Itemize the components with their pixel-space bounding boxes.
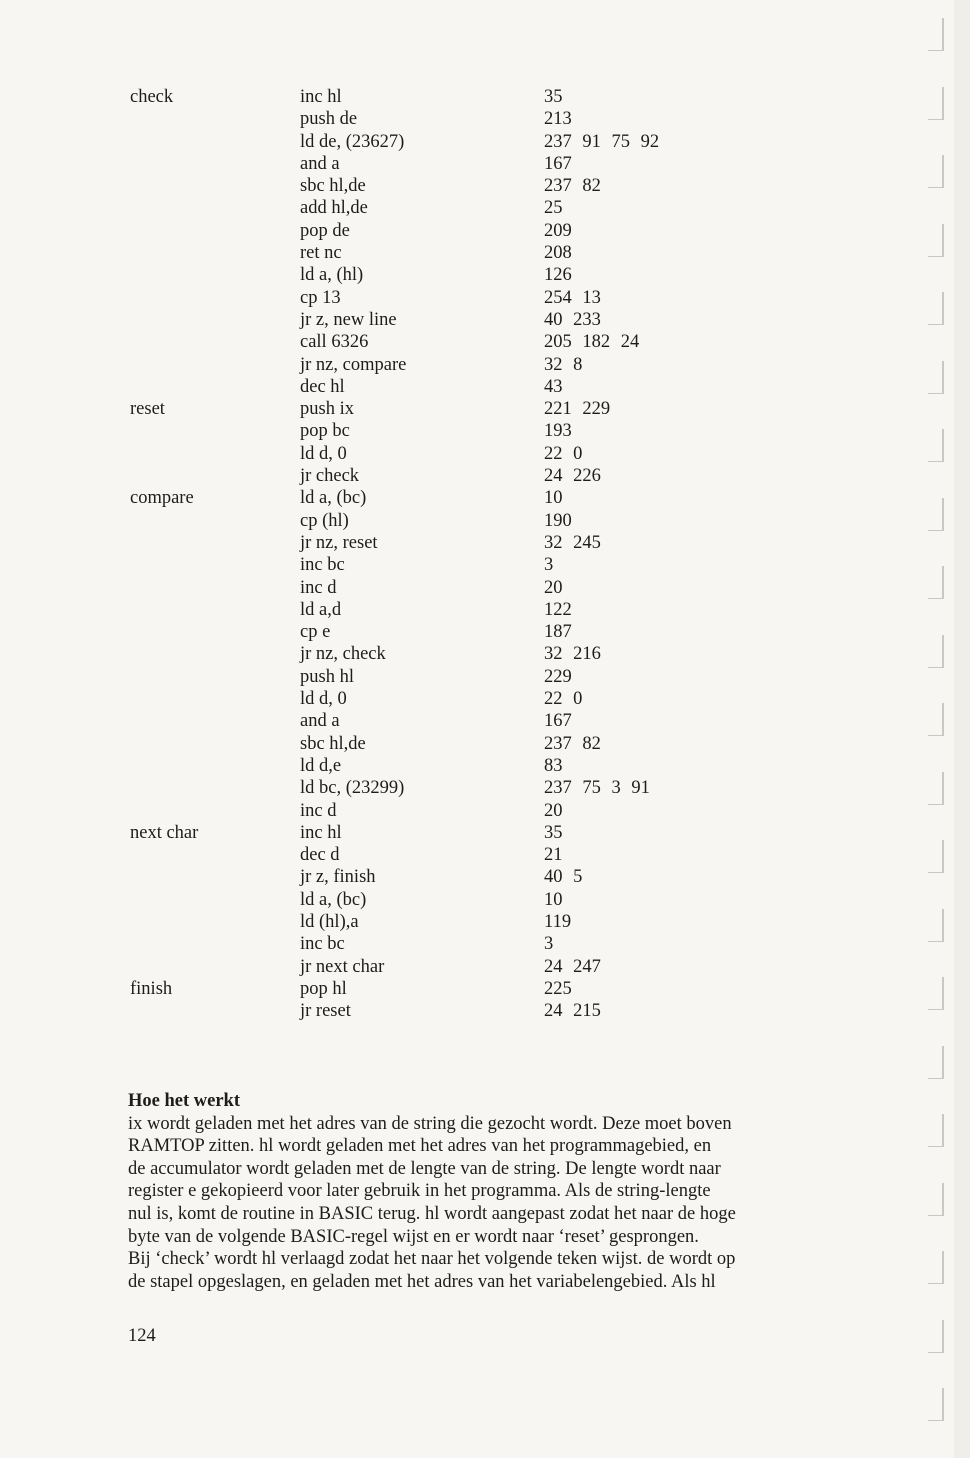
listing-row	[130, 643, 730, 665]
listing-instruction: inc hl	[300, 87, 342, 107]
listing-code: 237 82	[544, 733, 601, 754]
listing-code: 22 0	[544, 443, 583, 464]
listing-instruction: ld d, 0	[300, 689, 347, 710]
binder-tab	[928, 1251, 944, 1284]
listing-row	[130, 911, 730, 933]
listing-instruction: ld a,d	[300, 599, 342, 620]
listing-code: 190	[544, 510, 572, 531]
listing-row	[130, 688, 730, 710]
listing-row	[130, 755, 730, 777]
listing-instruction: jr nz, reset	[300, 532, 378, 553]
listing-code: 193	[544, 421, 572, 442]
listing-instruction: ld de, (23627)	[300, 131, 405, 152]
listing-row	[130, 465, 730, 487]
listing-instruction: inc bc	[300, 555, 345, 576]
listing-label: finish	[130, 978, 173, 999]
text-line: de accumulator wordt geladen met de lengte van de string. De lengte wordt naar	[128, 1158, 721, 1179]
binder-tab	[928, 703, 944, 736]
listing-row	[130, 309, 730, 331]
listing-code: 20	[544, 577, 563, 598]
listing-instruction: jr nz, check	[300, 644, 386, 665]
listing-code: 187	[544, 622, 572, 643]
listing-row	[130, 599, 730, 621]
listing-row	[130, 487, 730, 509]
listing-code: 20	[544, 800, 563, 821]
binder-tab	[928, 361, 944, 394]
listing-row	[130, 443, 730, 465]
listing-row	[130, 1000, 730, 1022]
listing-row	[130, 287, 730, 309]
listing-code: 21	[544, 845, 563, 866]
listing-code: 237 82	[544, 176, 601, 197]
listing-instruction: push ix	[300, 399, 354, 420]
listing-code: 32 245	[544, 532, 601, 553]
listing-instruction: pop bc	[300, 421, 350, 442]
section-heading: Hoe het werkt	[128, 1091, 240, 1111]
listing-code: 3	[544, 555, 554, 576]
listing-instruction: ld a, (bc)	[300, 488, 367, 509]
binder-tab	[928, 18, 944, 51]
listing-row	[130, 666, 730, 688]
listing-instruction: jr z, new line	[300, 309, 397, 330]
listing-code: 40 5	[544, 867, 583, 888]
listing-instruction: inc hl	[300, 822, 342, 843]
listing-instruction: sbc hl,de	[300, 733, 366, 754]
listing-row	[130, 822, 730, 844]
listing-code: 32 8	[544, 354, 583, 375]
listing-row	[130, 331, 730, 353]
listing-label: check	[130, 87, 174, 107]
binder-tab	[928, 566, 944, 599]
explanation-section	[128, 1090, 833, 1293]
listing-code: 213	[544, 109, 572, 130]
listing-instruction: ret nc	[300, 243, 342, 264]
listing-code: 237 75 3 91	[544, 778, 650, 799]
listing-instruction: inc d	[300, 800, 337, 821]
listing-row	[130, 510, 730, 532]
listing-instruction: dec d	[300, 845, 340, 866]
binder-tab	[928, 635, 944, 668]
listing-code: 40 233	[544, 309, 601, 330]
binder-tab	[928, 292, 944, 325]
text-line: nul is, komt de routine in BASIC terug. hl wordt aangepast zodat het naar de hoge	[128, 1203, 736, 1224]
binder-tab	[928, 1388, 944, 1421]
listing-code: 126	[544, 265, 572, 286]
binder-tab	[928, 1183, 944, 1216]
listing-code: 208	[544, 243, 572, 264]
text-line: byte van de volgende BASIC-regel wijst en er wordt naar ‘reset’ gesprongen.	[128, 1226, 699, 1247]
listing-row	[130, 197, 730, 219]
listing-row	[130, 777, 730, 799]
listing-instruction: and a	[300, 711, 340, 732]
binder-tab	[928, 155, 944, 188]
binder-tab	[928, 1114, 944, 1147]
page-number: 124	[128, 1326, 156, 1346]
listing-row	[130, 398, 730, 420]
listing-instruction: call 6326	[300, 332, 369, 353]
listing-row	[130, 844, 730, 866]
listing-instruction: ld (hl),a	[300, 911, 359, 932]
listing-code: 10	[544, 889, 563, 910]
binder-tab	[928, 87, 944, 120]
explanation-text	[128, 1113, 833, 1294]
binder-tab	[928, 840, 944, 873]
listing-code: 43	[544, 376, 563, 397]
listing-instruction: inc d	[300, 577, 337, 598]
listing-row	[130, 264, 730, 286]
listing-code: 3	[544, 934, 554, 955]
listing-code: 229	[544, 666, 572, 687]
listing-row	[130, 733, 730, 755]
assembly-listing	[130, 86, 730, 1022]
listing-code: 10	[544, 488, 563, 509]
listing-code: 24 226	[544, 466, 601, 487]
listing-code: 167	[544, 153, 572, 174]
listing-row	[130, 978, 730, 1000]
listing-instruction: push hl	[300, 666, 354, 687]
binder-tab	[928, 1320, 944, 1353]
listing-row	[130, 889, 730, 911]
listing-instruction: inc bc	[300, 934, 345, 955]
listing-row	[130, 577, 730, 599]
listing-code: 119	[544, 911, 572, 932]
listing-row	[130, 242, 730, 264]
binder-tab	[928, 429, 944, 462]
listing-row	[130, 108, 730, 130]
listing-code: 167	[544, 711, 572, 732]
listing-code: 24 247	[544, 956, 601, 977]
listing-instruction: pop hl	[300, 978, 347, 999]
listing-label: next char	[130, 822, 199, 843]
listing-instruction: dec hl	[300, 376, 345, 397]
binder-tabs	[928, 0, 970, 1458]
listing-instruction: cp (hl)	[300, 510, 349, 531]
listing-instruction: jr nz, compare	[300, 354, 407, 375]
listing-row	[130, 220, 730, 242]
listing-code: 209	[544, 220, 572, 241]
listing-instruction: ld a, (hl)	[300, 265, 364, 286]
listing-instruction: pop de	[300, 220, 350, 241]
listing-row	[130, 554, 730, 576]
listing-row	[130, 956, 730, 978]
listing-instruction: add hl,de	[300, 198, 368, 219]
listing-code: 122	[544, 599, 572, 620]
listing-row	[130, 710, 730, 732]
listing-row	[130, 376, 730, 398]
text-line: ix wordt geladen met het adres van de string die gezocht wordt. Deze moet boven	[128, 1113, 732, 1134]
binder-tab	[928, 772, 944, 805]
listing-row	[130, 175, 730, 197]
listing-row	[130, 532, 730, 554]
listing-code: 237 91 75 92	[544, 131, 660, 152]
listing-code: 32 216	[544, 644, 601, 665]
binder-tab	[928, 224, 944, 257]
binder-tab	[928, 1046, 944, 1079]
listing-instruction: ld bc, (23299)	[300, 778, 405, 799]
binder-tab	[928, 909, 944, 942]
text-line: de stapel opgeslagen, en geladen met het adres van het variabelengebied. Als hl	[128, 1271, 716, 1292]
binder-tab	[928, 498, 944, 531]
listing-row	[130, 800, 730, 822]
listing-instruction: ld a, (bc)	[300, 889, 367, 910]
listing-code: 205 182 24	[544, 332, 640, 353]
listing-instruction: and a	[300, 153, 340, 174]
text-line: RAMTOP zitten. hl wordt geladen met het adres van het programmagebied, en	[128, 1136, 712, 1157]
listing-instruction: jr check	[300, 466, 360, 487]
listing-row	[130, 131, 730, 153]
listing-code: 35	[544, 822, 563, 843]
listing-code: 25	[544, 198, 563, 219]
text-line: Bij ‘check’ wordt hl verlaagd zodat het naar het volgende teken wijst. de wordt op	[128, 1249, 736, 1270]
listing-code: 35	[544, 87, 563, 107]
listing-row	[130, 866, 730, 888]
listing-code: 225	[544, 978, 572, 999]
listing-instruction: cp e	[300, 622, 331, 643]
listing-instruction: ld d, 0	[300, 443, 347, 464]
listing-row	[130, 933, 730, 955]
listing-row	[130, 86, 730, 108]
listing-code: 24 215	[544, 1001, 601, 1022]
listing-instruction: jr next char	[300, 956, 385, 977]
listing-row	[130, 354, 730, 376]
listing-row	[130, 621, 730, 643]
listing-instruction: push de	[300, 109, 358, 130]
listing-row	[130, 153, 730, 175]
listing-instruction: ld d,e	[300, 755, 342, 776]
binder-tab	[928, 977, 944, 1010]
listing-label: reset	[130, 399, 165, 420]
listing-code: 221 229	[544, 399, 611, 420]
listing-instruction: sbc hl,de	[300, 176, 366, 197]
listing-instruction: jr z, finish	[300, 867, 376, 888]
listing-instruction: cp 13	[300, 287, 341, 308]
text-line: register e gekopieerd voor later gebruik in het programma. Als de string-lengte	[128, 1181, 711, 1202]
listing-code: 83	[544, 755, 563, 776]
listing-row	[130, 420, 730, 442]
listing-instruction: jr reset	[300, 1001, 351, 1022]
listing-label: compare	[130, 488, 194, 509]
listing-code: 254 13	[544, 287, 601, 308]
listing-code: 22 0	[544, 689, 583, 710]
